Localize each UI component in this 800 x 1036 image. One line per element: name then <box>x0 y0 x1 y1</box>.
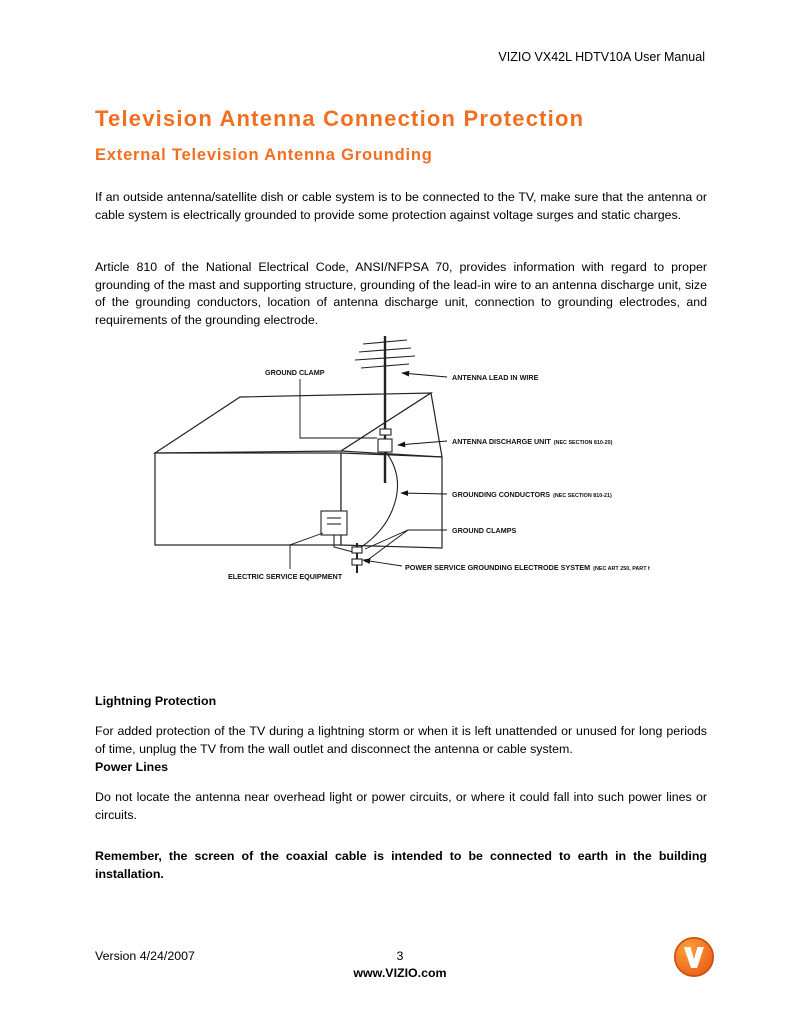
house-drawing <box>155 393 442 548</box>
paragraph-grounding-intro: If an outside antenna/satellite dish or cable system is to be connected to the TV, make sure that the antenna or cable system is electrically grounded to provide some protection against voltage surges and static charges. <box>95 190 707 222</box>
arrow-power-service <box>363 560 402 566</box>
power-lines-heading: Power Lines <box>95 760 168 774</box>
footer-version: Version 4/24/2007 <box>95 949 195 963</box>
label-antenna-discharge-unit <box>452 437 613 446</box>
ground-clamp-lower <box>352 559 362 565</box>
antenna-discharge-unit-box <box>378 439 392 452</box>
lightning-protection-heading: Lightning Protection <box>95 694 217 708</box>
label-power-service <box>405 563 650 572</box>
lightning-protection-body: For added protection of the TV during a lightning storm or when it is left unattended or unused for long periods of time, unplug the TV from the wall outlet and disconnect the antenna or cable system. <box>95 724 707 756</box>
label-electric-service-equipment: ELECTRIC SERVICE EQUIPMENT <box>228 572 343 581</box>
label-ground-clamps: GROUND CLAMPS <box>452 526 517 535</box>
label-antenna-lead-in-wire: ANTENNA LEAD IN WIRE <box>452 373 539 382</box>
electric-service-equipment-box <box>321 511 347 535</box>
vizio-logo-icon <box>673 936 715 978</box>
grounding-diagram <box>150 333 650 585</box>
label-power-service-note: (NEC ART 250, PART H) <box>593 566 650 572</box>
coaxial-reminder-text: Remember, the screen of the coaxial cable is intended to be connected to earth in the building installation. <box>95 849 707 881</box>
label-grounding-conductors <box>452 490 612 499</box>
house-front-wall <box>155 453 341 545</box>
label-ground-clamp: GROUND CLAMP <box>265 368 325 377</box>
label-grounding-conductors-text: GROUNDING CONDUCTORS <box>452 490 551 499</box>
footer-page-number: 3 <box>396 949 404 963</box>
arrow-antenna-lead-in <box>402 373 447 377</box>
label-grounding-conductors-note: (NEC SECTION 810-21) <box>553 493 612 499</box>
label-antenna-discharge-unit-text: ANTENNA DISCHARGE UNIT <box>452 437 551 446</box>
label-antenna-discharge-unit-note: (NEC SECTION 810-20) <box>553 440 613 446</box>
doc-title: VIZIO VX42L HDTV10A User Manual <box>498 50 705 64</box>
ground-clamp-upper <box>352 547 362 553</box>
section-subtitle: External Television Antenna Grounding <box>95 146 433 164</box>
paragraph-article-810: Article 810 of the National Electrical Code, ANSI/NFPSA 70, provides information with regard to proper grounding of the mast and supporting structure, grounding of the lead-in wire to an antenna discharge unit, size of the grounding conductors, location of antenna discharge unit, connection to grounding electrodes, and requirements of the grounding electrode. <box>95 260 707 327</box>
house-side-wall <box>341 453 442 548</box>
label-power-service-text: POWER SERVICE GROUNDING ELECTRODE SYSTEM <box>405 563 591 572</box>
power-lines-body: Do not locate the antenna near overhead light or power circuits, or where it could fall into such power lines or circuits. <box>95 790 707 822</box>
page-title: Television Antenna Connection Protection <box>95 106 585 131</box>
grounding-diagram-svg <box>150 333 650 585</box>
vizio-logo <box>673 936 715 978</box>
footer-website: www.VIZIO.com <box>353 966 447 980</box>
mast-ground-clamp <box>380 429 391 435</box>
